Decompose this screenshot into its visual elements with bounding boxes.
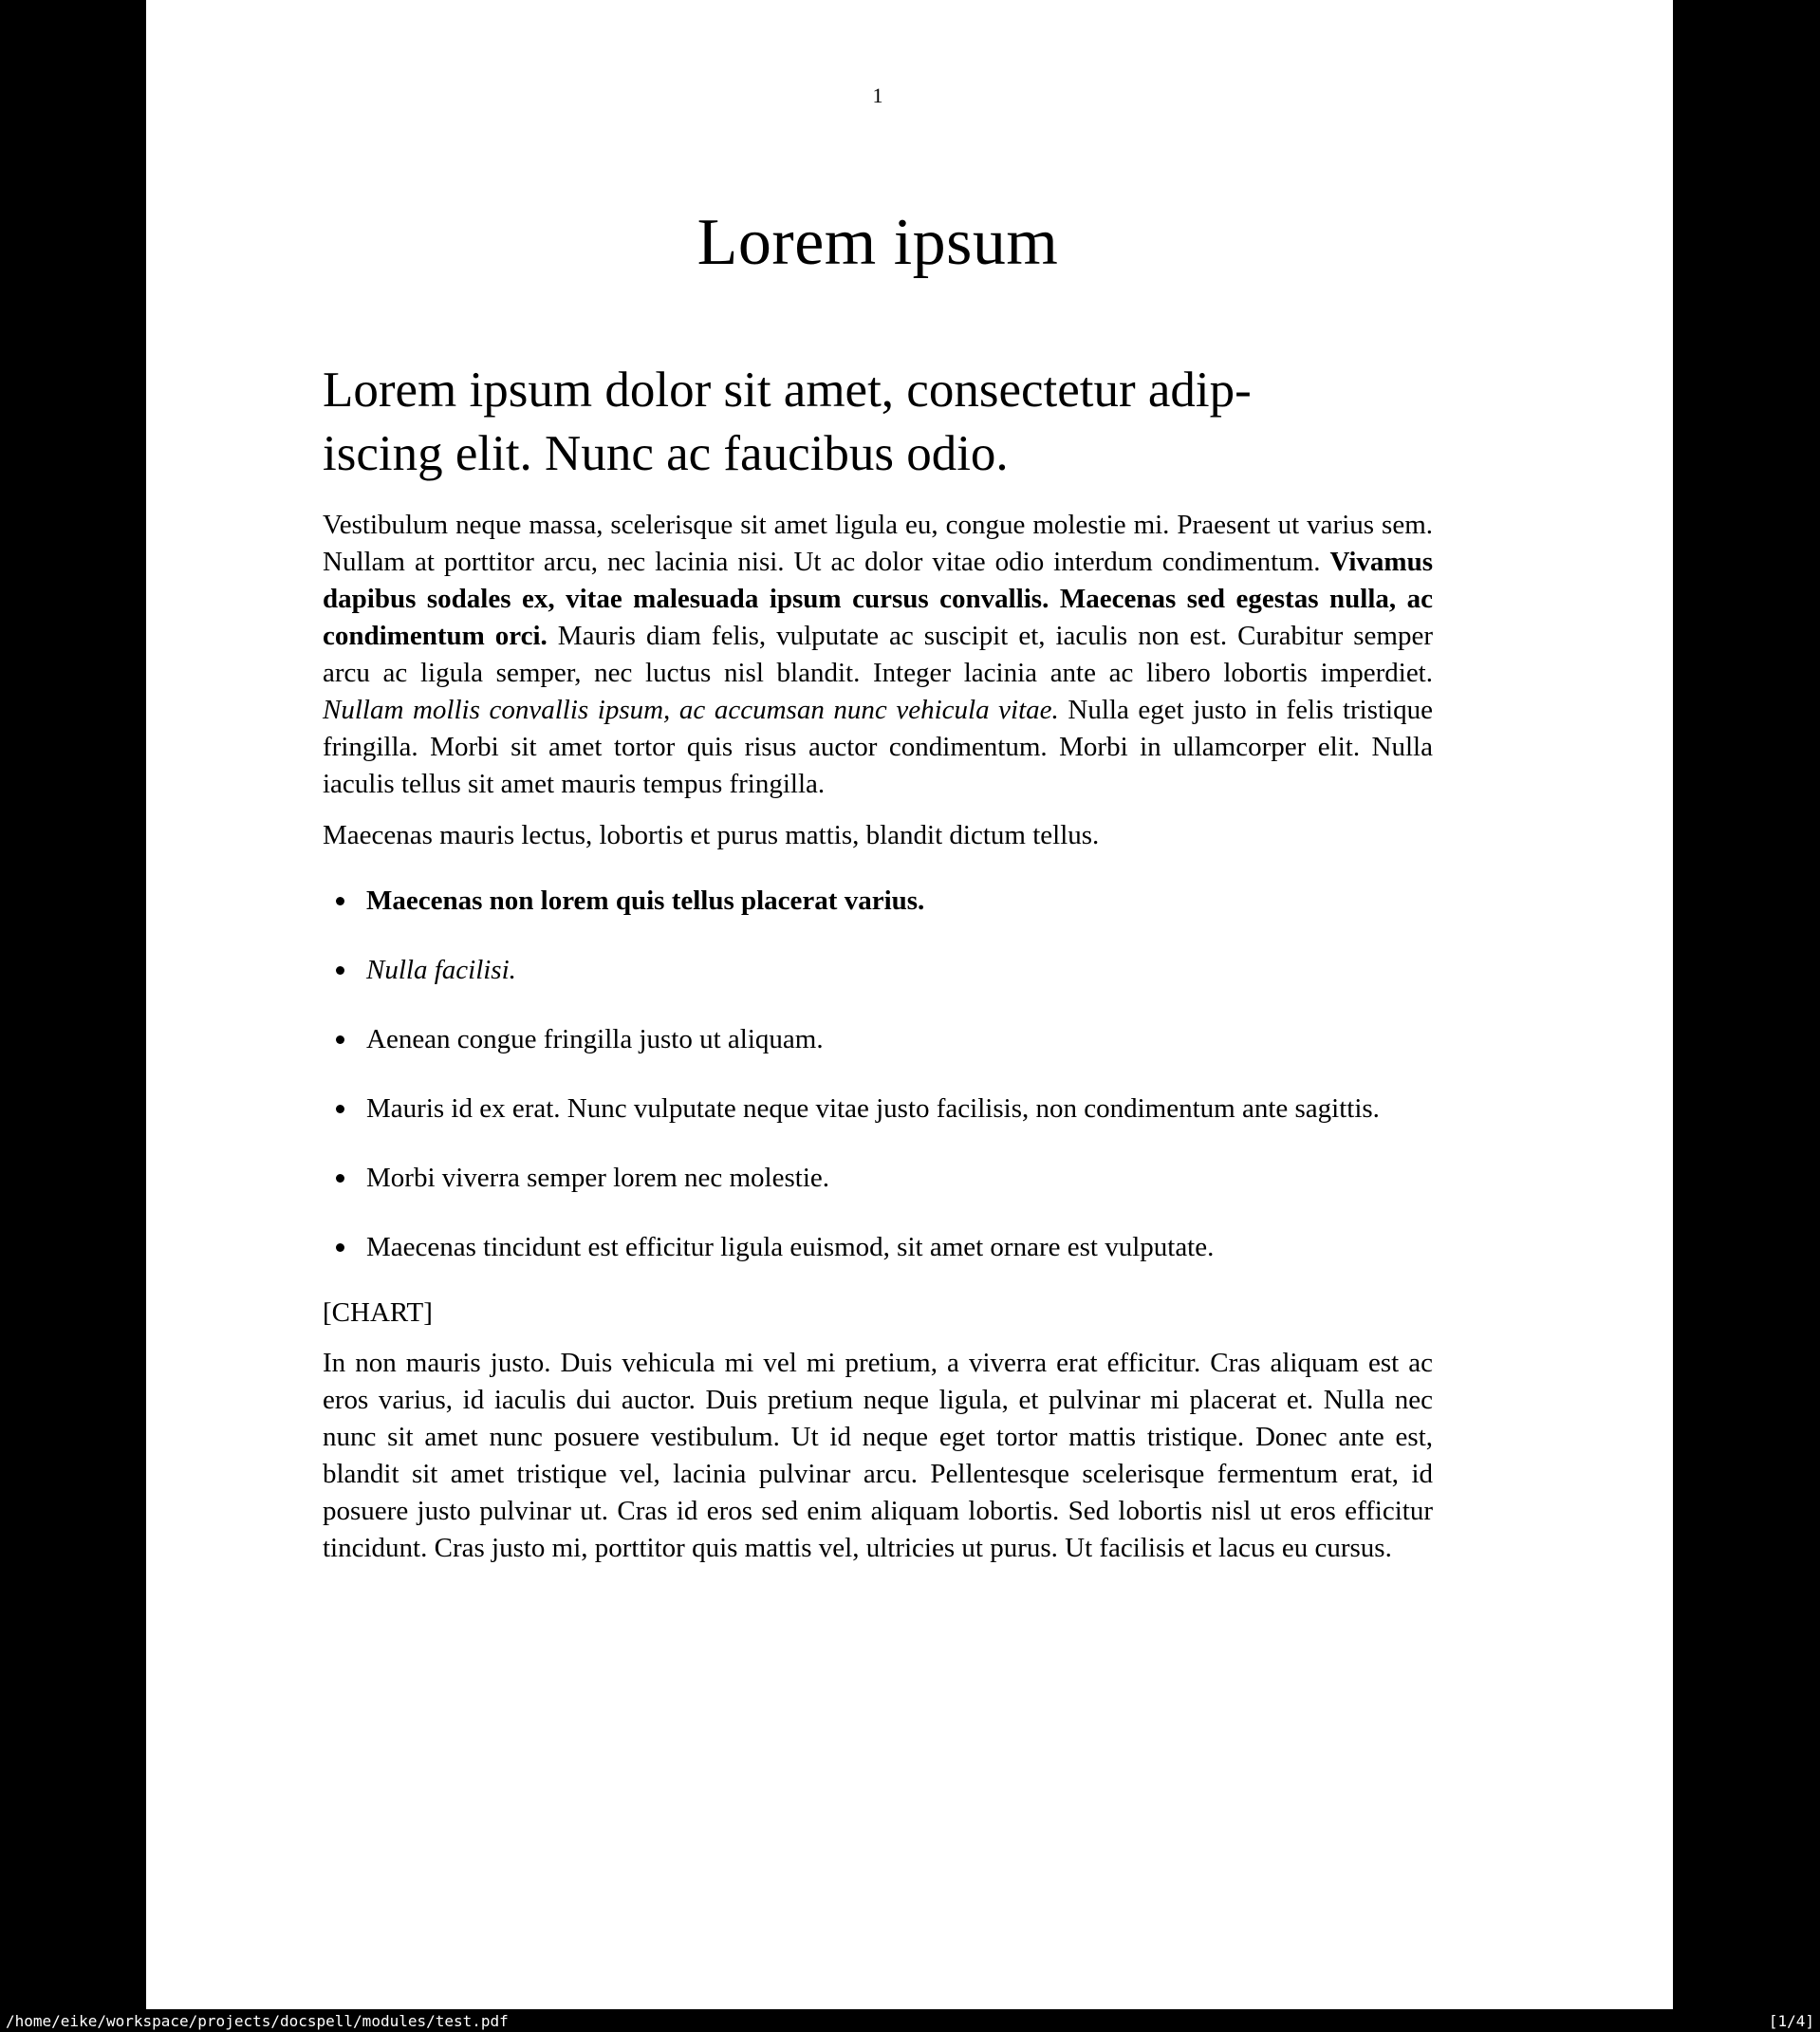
text-run-normal: Aenean congue fringilla justo ut aliquam.: [366, 1024, 824, 1054]
page-content: [323, 0, 1433, 1567]
paragraph-3: In non mauris justo. Duis vehicula mi vel mi pretium, a viverra erat efficitur. Cras aliquam est ac eros varius, id iaculis dui auctor. Duis pretium neque ligula, et pulvinar mi placerat et. Nulla nec nunc sit amet nunc posuere vestibulum. Ut id neque eget tortor mattis tristique. Donec ante est, blandit sit amet tristique vel, lacinia pulvinar arcu. Pellentesque scelerisque fermentum erat, id posuere justo pulvinar ut. Cras id eros sed enim aliquam lobortis. Sed lobortis nisl ut eros efficitur tincidunt. Cras justo mi, porttitor quis mattis vel, ultricies ut purus. Ut facilisis et lacus eu cursus.: [323, 1348, 1433, 1563]
text-run-normal: Vestibulum neque massa, scelerisque sit amet ligula eu, congue molestie mi. Praesent ut varius sem. Nullam at porttitor arcu, nec lacinia nisi. Ut ac dolor vitae odio interdum condimentum.: [323, 510, 1433, 577]
document-title: Lorem ipsum: [696, 206, 1059, 279]
section-heading-line: iscing elit. Nunc ac faucibus odio.: [323, 426, 1009, 481]
text-run-bold: Vivamus dapibus sodales ex, vitae malesuada ipsum cursus convallis. Maecenas sed egestas nulla, ac condimentum orci.: [323, 547, 1433, 651]
bullet-icon: [336, 1105, 344, 1113]
paragraph-1: [323, 507, 1433, 803]
paragraph-2: Maecenas mauris lectus, lobortis et purus mattis, blandit dictum tellus.: [323, 820, 1100, 850]
text-run-bold: Maecenas non lorem quis tellus placerat varius.: [366, 886, 925, 916]
list-item: [366, 952, 1433, 989]
text-run-normal: Morbi viverra semper lorem nec molestie.: [366, 1163, 830, 1193]
file-path: /home/eike/workspace/projects/docspell/modules/test.pdf: [6, 2011, 509, 2030]
bullet-icon: [336, 1243, 344, 1252]
section-heading-line: Lorem ipsum dolor sit amet, consectetur adip-: [323, 363, 1252, 418]
bullet-icon: [336, 1174, 344, 1183]
chart-placeholder: [CHART]: [323, 1297, 433, 1328]
bullet-list: [323, 883, 1433, 1266]
text-run-normal: Mauris diam felis, vulputate ac suscipit et, iaculis non est. Curabitur semper arcu ac ligula semper, nec luctus nisl blandit. Integer lacinia ante ac libero lobortis imperdiet.: [323, 621, 1434, 688]
list-item: [366, 883, 1433, 920]
bullet-icon: [336, 966, 344, 975]
list-item: [366, 1021, 1433, 1058]
page-indicator: [1/4]: [1768, 2011, 1814, 2030]
text-run-italic: Nullam mollis convallis ipsum, ac accumsan nunc vehicula vitae.: [323, 695, 1059, 725]
text-run-normal: Maecenas tincidunt est efficitur ligula euismod, sit amet ornare est vulputate.: [366, 1232, 1215, 1262]
text-run-italic: Nulla facilisi.: [366, 955, 516, 985]
page-number: 1: [872, 84, 883, 107]
section-heading: [323, 359, 1433, 486]
list-item: [366, 1229, 1433, 1266]
list-item: [366, 1160, 1433, 1197]
bullet-icon: [336, 897, 344, 905]
list-item: [366, 1091, 1433, 1128]
text-run-normal: Mauris id ex erat. Nunc vulputate neque vitae justo facilisis, non condimentum ante sagittis.: [366, 1093, 1380, 1124]
bullet-icon: [336, 1035, 344, 1044]
status-bar: [0, 2009, 1820, 2032]
pdf-page[interactable]: [146, 0, 1673, 2009]
text-run-normal: Nulla eget justo in felis tristique fringilla. Morbi sit amet tortor quis risus auctor condimentum. Morbi in ullamcorper elit. Nulla iaculis tellus sit amet mauris tempus fringilla.: [323, 695, 1433, 799]
